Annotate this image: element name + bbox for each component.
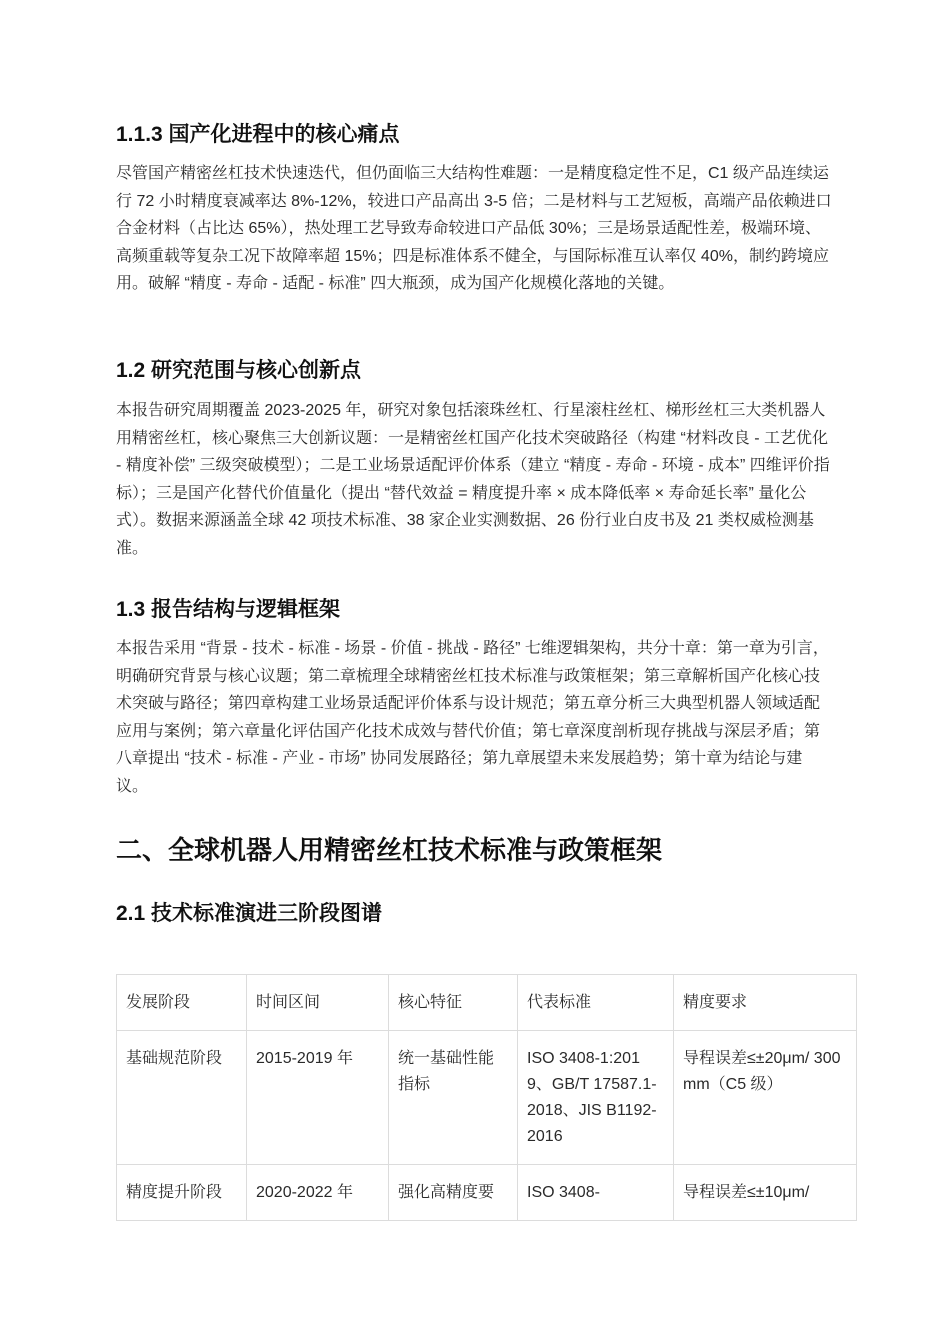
chapter-heading-2: 二、全球机器人用精密丝杠技术标准与政策框架 <box>116 835 663 865</box>
table-cell: 2015-2019 年 <box>247 1031 389 1165</box>
table-row <box>117 1031 857 1165</box>
table-header-cell: 精度要求 <box>674 975 857 1031</box>
table-header-cell: 核心特征 <box>389 975 518 1031</box>
section-heading-1-2: 1.2 研究范围与核心创新点 <box>116 359 362 382</box>
table-header-cell: 时间区间 <box>247 975 389 1031</box>
section-body-1-2: 本报告研究周期覆盖 2023-2025 年，研究对象包括滚珠丝杠、行星滚柱丝杠、梯形丝杠三大类机器人用精密丝杠，核心聚焦三大创新议题：一是精密丝杠国产化技术突破路径（构建 “材料改良 - 工艺优化 - 精度补偿” 三级突破模型）；二是工业场景适配评价体系（建立 “精度 - 寿命 - 环境 - 成本” 四维评价指标）；三是国产化替代价值量化（提出 “替代效益 = 精度提升率 × 成本降低率 × 寿命延长率” 量化公式）。数据来源涵盖全球 42 项技术标准、38 家企业实测数据、26 份行业白皮书及 21 类权威检测基准。 <box>116 402 830 557</box>
table-cell: ISO 3408- <box>518 1165 674 1221</box>
table-cell: ISO 3408-1:2019、GB/T 17587.1-2018、JIS B1192-2016 <box>518 1031 674 1165</box>
table-cell: 导程误差≤±20μm/ 300mm（C5 级） <box>674 1031 857 1165</box>
table-cell: 精度提升阶段 <box>117 1165 247 1221</box>
table-header-row <box>117 975 857 1031</box>
table-header-cell: 发展阶段 <box>117 975 247 1031</box>
section-body-1-3: 本报告采用 “背景 - 技术 - 标准 - 场景 - 价值 - 挑战 - 路径” 七维逻辑架构，共分十章：第一章为引言，明确研究背景与核心议题；第二章梳理全球精密丝杠技术标准与政策框架；第三章解析国产化核心技术突破与路径；第四章构建工业场景适配评价体系与设计规范；第五章分析三大典型机器人领域适配应用与案例；第六章量化评估国产化技术成效与替代价值；第七章深度剖析现存挑战与深层矛盾；第八章提出 “技术 - 标准 - 产业 - 市场” 协同发展路径；第九章展望未来发展趋势；第十章为结论与建议。 <box>116 640 829 795</box>
section-body-1-1-3: 尽管国产精密丝杠技术快速迭代，但仍面临三大结构性难题：一是精度稳定性不足，C1 级产品连续运行 72 小时精度衰减率达 8%-12%，较进口产品高出 3-5 倍；二是材料与工艺短板，高端产品依赖进口合金材料（占比达 65%），热处理工艺导致寿命较进口产品低 30%；三是场景适配性差，极端环境、高频重载等复杂工况下故障率超 15%；四是标准体系不健全，与国际标准互认率仅 40%，制约跨境应用。破解 “精度 - 寿命 - 适配 - 标准” 四大瓶颈，成为国产化规模化落地的关键。 <box>116 165 832 293</box>
section-heading-2-1: 2.1 技术标准演进三阶段图谱 <box>116 902 383 925</box>
section-heading-1-3: 1.3 报告结构与逻辑框架 <box>116 598 341 621</box>
table-row <box>117 1165 857 1221</box>
table-cell: 统一基础性能指标 <box>389 1031 518 1165</box>
section-heading-1-1-3: 1.1.3 国产化进程中的核心痛点 <box>116 123 400 146</box>
table-header-cell: 代表标准 <box>518 975 674 1031</box>
standards-table <box>116 974 857 1221</box>
table-cell: 基础规范阶段 <box>117 1031 247 1165</box>
table-cell: 强化高精度要 <box>389 1165 518 1221</box>
table-cell: 2020-2022 年 <box>247 1165 389 1221</box>
table-cell: 导程误差≤±10μm/ <box>674 1165 857 1221</box>
